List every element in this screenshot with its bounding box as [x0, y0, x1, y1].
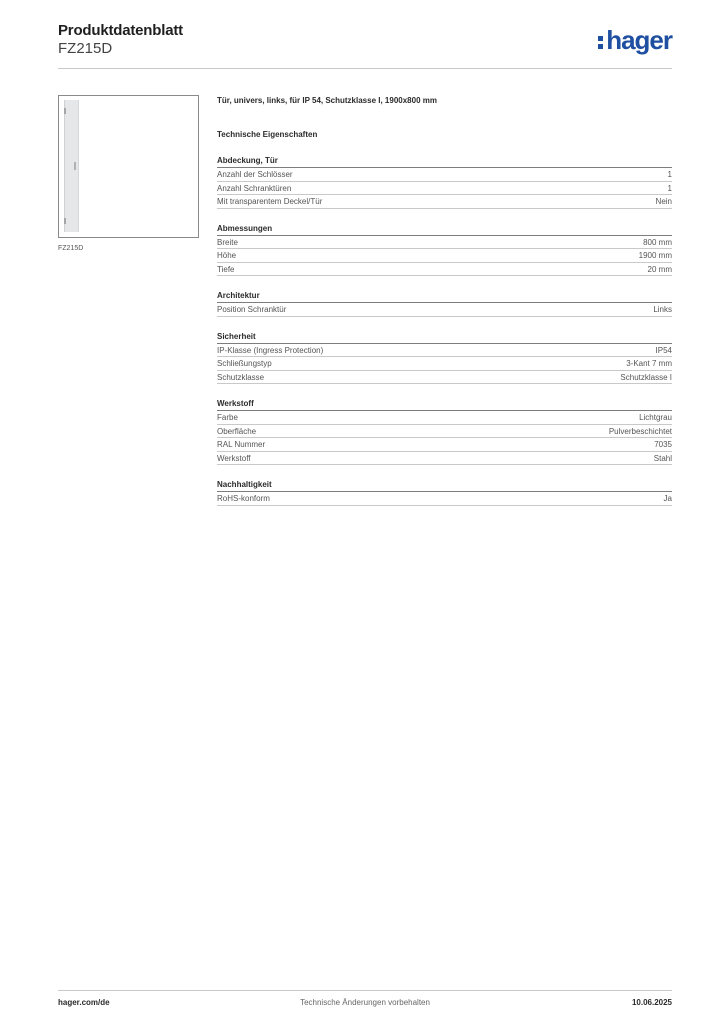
property-label: IP-Klasse (Ingress Protection) — [217, 345, 324, 355]
property-value: Pulverbeschichtet — [608, 426, 672, 436]
property-section — [217, 479, 672, 506]
property-label: Werkstoff — [217, 453, 251, 463]
section-title: Architektur — [217, 290, 672, 303]
section-title: Werkstoff — [217, 398, 672, 411]
property-row — [217, 411, 672, 425]
property-label: Oberfläche — [217, 426, 257, 436]
section-title: Sicherheit — [217, 331, 672, 344]
lock-icon — [74, 162, 76, 170]
property-section — [217, 223, 672, 277]
property-label: Mit transparentem Deckel/Tür — [217, 197, 323, 206]
property-value: 800 mm — [643, 237, 672, 247]
property-value: 1 — [667, 170, 672, 179]
footer-date: 10.06.2025 — [631, 998, 672, 1007]
property-row — [217, 236, 672, 250]
footer-divider — [58, 990, 672, 991]
property-sections — [217, 155, 672, 506]
property-label: Breite — [217, 237, 238, 247]
property-row — [217, 168, 672, 182]
property-row — [217, 182, 672, 196]
property-label: Anzahl Schranktüren — [217, 183, 292, 193]
property-value: Schutzklasse I — [620, 372, 672, 382]
property-row — [217, 492, 672, 506]
door-panel-icon — [64, 100, 79, 232]
property-label: Schließungstyp — [217, 359, 272, 368]
property-label: Tiefe — [217, 264, 235, 274]
property-label: RAL Nummer — [217, 440, 266, 449]
property-value: 1900 mm — [638, 251, 672, 260]
tech-properties-heading: Technische Eigenschaften — [217, 130, 318, 139]
hager-logo — [598, 26, 672, 54]
property-value: Stahl — [653, 453, 672, 463]
logo-dots-icon — [598, 33, 604, 52]
property-value: 7035 — [654, 440, 672, 449]
hinge-bottom-icon — [64, 218, 66, 224]
property-row — [217, 371, 672, 385]
property-value: 20 mm — [647, 264, 672, 274]
product-description: Tür, univers, links, für IP 54, Schutzklasse I, 1900x800 mm — [217, 96, 437, 105]
page-title: Produktdatenblatt — [58, 22, 183, 39]
property-row — [217, 438, 672, 452]
property-value: IP54 — [655, 345, 672, 355]
footer-website-link[interactable]: hager.com/de — [58, 998, 110, 1007]
property-label: Farbe — [217, 413, 238, 422]
section-title: Nachhaltigkeit — [217, 479, 672, 492]
property-value: 1 — [667, 183, 672, 193]
section-title: Abdeckung, Tür — [217, 155, 672, 168]
page-header — [58, 22, 672, 68]
property-row — [217, 452, 672, 466]
property-label: Position Schranktür — [217, 305, 287, 314]
section-title: Abmessungen — [217, 223, 672, 236]
property-row — [217, 357, 672, 371]
property-value: Lichtgrau — [639, 413, 672, 422]
property-value: Links — [653, 305, 672, 314]
header-divider — [58, 68, 672, 69]
property-label: Anzahl der Schlösser — [217, 170, 293, 179]
property-section — [217, 155, 672, 209]
property-row — [217, 263, 672, 277]
property-row — [217, 195, 672, 209]
property-label: RoHS-konform — [217, 494, 270, 503]
property-value: Ja — [663, 494, 672, 503]
property-section — [217, 290, 672, 317]
property-value: Nein — [655, 197, 672, 206]
hinge-top-icon — [64, 108, 66, 114]
property-row — [217, 303, 672, 317]
property-label: Höhe — [217, 251, 237, 260]
logo-text: hager — [606, 25, 672, 55]
door-panel-image — [58, 95, 199, 238]
product-details — [217, 95, 672, 506]
property-label: Schutzklasse — [217, 372, 265, 382]
image-caption: FZ215D — [58, 245, 84, 252]
footer-notice: Technische Änderungen vorbehalten — [300, 998, 430, 1007]
property-section — [217, 398, 672, 465]
page-footer — [58, 997, 672, 1009]
product-code: FZ215D — [58, 40, 113, 57]
property-section — [217, 331, 672, 385]
property-row — [217, 344, 672, 358]
property-value: 3-Kant 7 mm — [626, 359, 672, 368]
property-row — [217, 425, 672, 439]
property-row — [217, 249, 672, 263]
